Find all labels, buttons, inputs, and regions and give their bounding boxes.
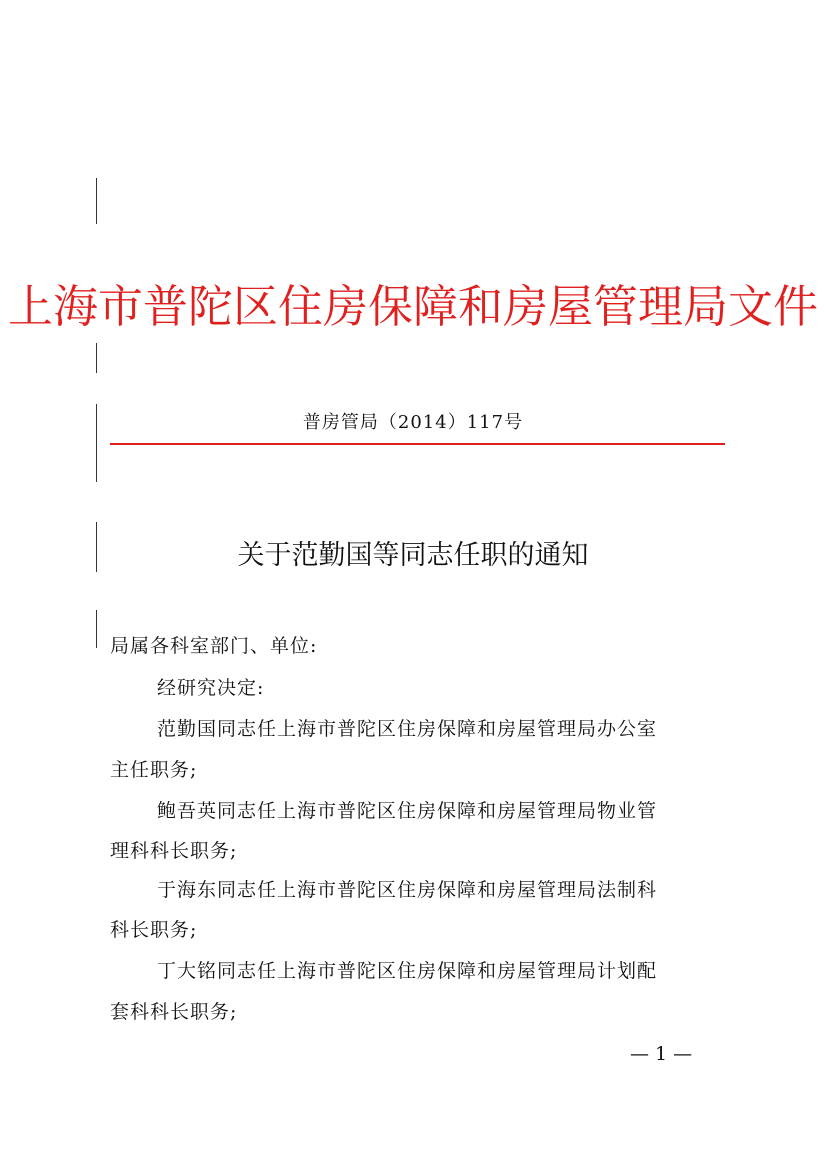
appointment-paragraph-line: 理科科长职务; [110, 840, 238, 862]
document-header-title: 上海市普陀区住房保障和房屋管理局文件 [7, 280, 818, 333]
appointment-paragraph-line: 鲍吾英同志任上海市普陀区住房保障和房屋管理局物业管 [157, 800, 658, 822]
document-number: 普房管局（2014）117号 [302, 412, 524, 433]
notice-title: 关于范勤国等同志任职的通知 [237, 540, 589, 571]
salutation: 局属各科室部门、单位: [110, 635, 318, 657]
appointment-paragraph-line: 于海东同志任上海市普陀区住房保障和房屋管理局法制科 [157, 879, 658, 901]
appointment-paragraph-line: 套科科长职务; [110, 1001, 238, 1023]
appointment-paragraph-line: 科长职务; [110, 919, 198, 941]
header-red-rule [110, 443, 725, 445]
lead-sentence: 经研究决定: [157, 677, 265, 699]
binding-margin-line [96, 343, 97, 373]
appointment-paragraph-line: 主任职务; [110, 759, 198, 781]
page-number: — 1 — [630, 1043, 693, 1065]
appointment-paragraph-line: 范勤国同志任上海市普陀区住房保障和房屋管理局办公室 [157, 718, 658, 740]
binding-margin-line [96, 178, 97, 224]
binding-margin-line [96, 610, 97, 648]
appointment-paragraph-line: 丁大铭同志任上海市普陀区住房保障和房屋管理局计划配 [157, 960, 658, 982]
